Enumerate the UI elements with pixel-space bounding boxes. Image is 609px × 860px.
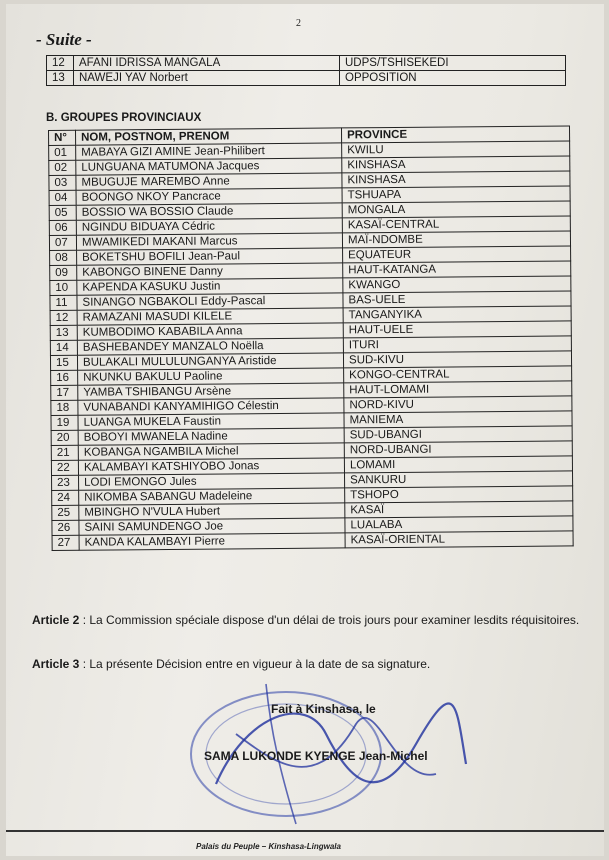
cell-num: 22 <box>51 460 78 475</box>
cell-province: TSHUAPA <box>342 186 570 203</box>
cell-num: 02 <box>49 160 76 175</box>
cell-province: LOMAMI <box>344 456 572 473</box>
cell-num: 08 <box>50 250 77 265</box>
footer-divider <box>6 830 604 832</box>
cell-num: 23 <box>52 475 79 490</box>
section-title: B. GROUPES PROVINCIAUX <box>46 112 202 124</box>
cell-province: ITURI <box>343 336 571 353</box>
cell-province: MONGALA <box>342 201 570 218</box>
cell-num: 13 <box>50 325 77 340</box>
cell-province: HAUT-UELE <box>343 321 571 338</box>
cell-name: SINANGO NGBAKOLI Eddy-Pascal <box>77 293 343 310</box>
cell-num: 12 <box>47 56 74 71</box>
cell-province: EQUATEUR <box>343 246 571 263</box>
cell-name: MBUGUJE MAREMBO Anne <box>76 173 342 190</box>
header-num: N° <box>49 130 76 145</box>
continued-table <box>46 55 566 86</box>
cell-name: SAINI SAMUNDENGO Joe <box>79 518 345 535</box>
table-row <box>47 71 566 86</box>
cell-num: 13 <box>47 71 74 86</box>
cell-num: 05 <box>49 205 76 220</box>
cell-num: 03 <box>49 175 76 190</box>
cell-name: NKUNKU BAKULU Paoline <box>78 368 344 385</box>
cell-name: BOONGO NKOY Pancrace <box>76 188 342 205</box>
cell-name: BOBOYI MWANELA Nadine <box>78 428 344 445</box>
cell-province: NORD-KIVU <box>344 396 572 413</box>
cell-name: NGINDU BIDUAYA Cédric <box>76 218 342 235</box>
cell-name: MWAMIKEDI MAKANI Marcus <box>76 233 342 250</box>
cell-name: NIKOMBA SABANGU Madeleine <box>79 488 345 505</box>
page-number: 2 <box>296 18 301 29</box>
cell-name: KALAMBAYI KATSHIYOBO Jonas <box>78 458 344 475</box>
table-row <box>47 56 566 71</box>
cell-num: 15 <box>50 355 77 370</box>
cell-province: BAS-UELE <box>343 291 571 308</box>
cell-province: KINSHASA <box>342 171 570 188</box>
cell-name: MABAYA GIZI AMINE Jean-Philibert <box>76 143 342 160</box>
cell-province: SUD-UBANGI <box>344 426 572 443</box>
cell-num: 17 <box>51 385 78 400</box>
cell-num: 21 <box>51 445 78 460</box>
cell-name: RAMAZANI MASUDI KILELE <box>77 308 343 325</box>
place-date-line: Fait à Kinshasa, le <box>271 702 376 716</box>
cell-name: KUMBODIMO KABABILA Anna <box>77 323 343 340</box>
cell-name: BULAKALI MULULUNGANYA Aristide <box>77 353 343 370</box>
cell-name: NAWEJI YAV Norbert <box>74 71 340 86</box>
cell-province: KASAÏ-ORIENTAL <box>345 531 573 548</box>
cell-province: KINSHASA <box>342 156 570 173</box>
cell-name: YAMBA TSHIBANGU Arsène <box>78 383 344 400</box>
cell-num: 10 <box>50 280 77 295</box>
cell-num: 24 <box>52 490 79 505</box>
cell-num: 20 <box>51 430 78 445</box>
cell-group: UDPS/TSHISEKEDI <box>340 56 566 71</box>
cell-name: BASHEBANDEY MANZALO Noëlla <box>77 338 343 355</box>
suite-heading: - Suite - <box>36 30 92 49</box>
header-name: NOM, POSTNOM, PRENOM <box>76 128 342 145</box>
cell-province: MANIEMA <box>344 411 572 428</box>
article-2-text: : La Commission spéciale dispose d'un délai de trois jours pour examiner lesdits réquisitoires. <box>79 613 580 627</box>
cell-name: KABONGO BINENE Danny <box>77 263 343 280</box>
cell-num: 06 <box>49 220 76 235</box>
cell-num: 09 <box>50 265 77 280</box>
cell-name: MBINGHO N'VULA Hubert <box>79 503 345 520</box>
cell-province: MAÏ-NDOMBE <box>342 231 570 248</box>
cell-province: KASAÏ-CENTRAL <box>342 216 570 233</box>
cell-name: BOSSIO WA BOSSIO Claude <box>76 203 342 220</box>
cell-num: 19 <box>51 415 78 430</box>
cell-num: 16 <box>51 370 78 385</box>
signatory-name: SAMA LUKONDE KYENGE Jean-Michel <box>204 749 428 763</box>
cell-province: HAUT-LOMAMI <box>344 381 572 398</box>
cell-group: OPPOSITION <box>340 71 566 86</box>
article-3-label: Article 3 <box>32 657 80 671</box>
cell-province: SANKURU <box>345 471 573 488</box>
cell-name: KOBANGA NGAMBILA Michel <box>78 443 344 460</box>
document-page <box>6 4 604 856</box>
cell-name: LUNGUANA MATUMONA Jacques <box>76 158 342 175</box>
cell-num: 18 <box>51 400 78 415</box>
cell-num: 27 <box>52 535 79 550</box>
cell-province: KASAÏ <box>345 501 573 518</box>
cell-province: TANGANYIKA <box>343 306 571 323</box>
cell-num: 04 <box>49 190 76 205</box>
cell-name: LUANGA MUKELA Faustin <box>78 413 344 430</box>
cell-num: 12 <box>50 310 77 325</box>
cell-num: 11 <box>50 295 77 310</box>
article-2 <box>32 612 598 629</box>
article-3-text: : La présente Décision entre en vigueur à la date de sa signature. <box>79 657 431 671</box>
cell-province: KONGO-CENTRAL <box>344 366 572 383</box>
cell-num: 14 <box>50 340 77 355</box>
cell-name: VUNABANDI KANYAMIHIGO Célestin <box>78 398 344 415</box>
cell-province: NORD-UBANGI <box>344 441 572 458</box>
provincial-groups-table <box>48 125 574 551</box>
cell-name: LODI EMONGO Jules <box>79 473 345 490</box>
cell-province: KWILU <box>342 141 570 158</box>
header-province: PROVINCE <box>341 126 569 143</box>
cell-province: LUALABA <box>345 516 573 533</box>
article-3 <box>32 656 598 673</box>
article-2-label: Article 2 <box>32 613 80 627</box>
cell-num: 26 <box>52 520 79 535</box>
cell-name: BOKETSHU BOFILI Jean-Paul <box>77 248 343 265</box>
cell-num: 07 <box>49 235 76 250</box>
cell-num: 01 <box>49 145 76 160</box>
footer-address: Palais du Peuple – Kinshasa-Lingwala <box>196 842 341 851</box>
cell-province: KWANGO <box>343 276 571 293</box>
cell-province: TSHOPO <box>345 486 573 503</box>
cell-name: AFANI IDRISSA MANGALA <box>74 56 340 71</box>
cell-province: HAUT-KATANGA <box>343 261 571 278</box>
cell-name: KAPENDA KASUKU Justin <box>77 278 343 295</box>
cell-num: 25 <box>52 505 79 520</box>
cell-province: SUD-KIVU <box>343 351 571 368</box>
cell-name: KANDA KALAMBAYI Pierre <box>79 533 345 550</box>
